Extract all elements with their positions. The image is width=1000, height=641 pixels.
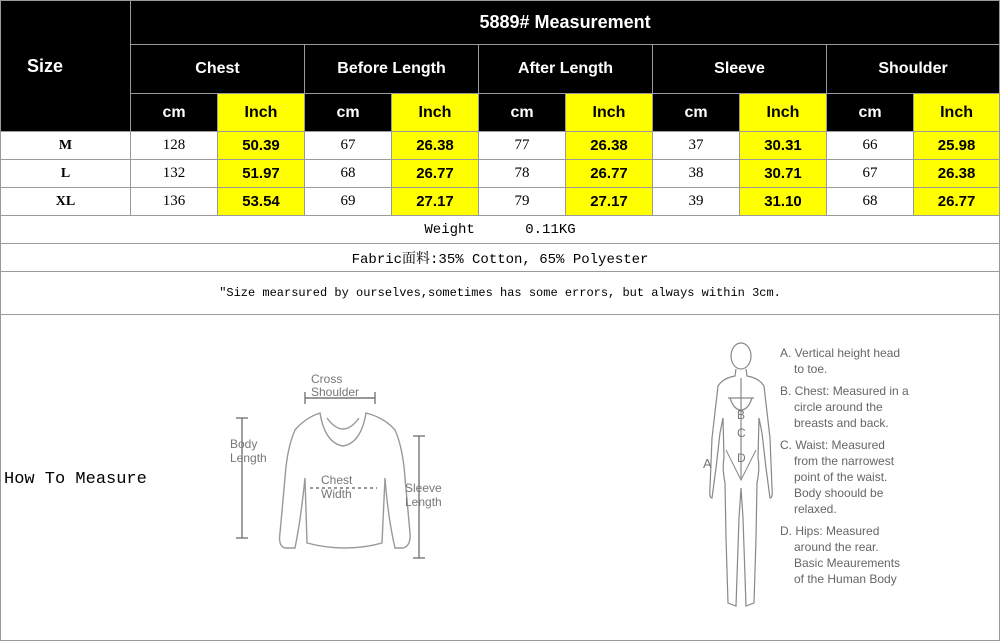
cell-cm: 38 [653, 160, 740, 188]
cell-inch: 51.97 [218, 160, 305, 188]
cell-inch: 26.77 [914, 188, 1000, 216]
cell-cm: 77 [479, 132, 566, 160]
cell-cm: 39 [653, 188, 740, 216]
unit-inch: Inch [392, 94, 479, 132]
letter-c: C [737, 426, 746, 440]
cell-cm: 128 [131, 132, 218, 160]
col-chest: Chest [131, 45, 305, 94]
unit-cm: cm [305, 94, 392, 132]
cell-cm: 78 [479, 160, 566, 188]
size-label: L [1, 160, 131, 188]
cell-inch: 53.54 [218, 188, 305, 216]
note-c-line1: C. Waist: Measured [780, 438, 885, 452]
cell-inch: 26.38 [566, 132, 653, 160]
letter-d: D [737, 451, 746, 465]
cell-cm: 66 [827, 132, 914, 160]
disclaimer-cell: "Size mearsured by ourselves,sometimes has some errors, but always within 3cm. [1, 272, 1000, 315]
weight-row [1, 216, 1000, 244]
cell-inch: 27.17 [566, 188, 653, 216]
letter-a: A [703, 456, 712, 471]
note-d-line4: of the Human Body [794, 572, 897, 586]
cell-inch: 30.31 [740, 132, 827, 160]
cell-cm: 132 [131, 160, 218, 188]
cell-cm: 69 [305, 188, 392, 216]
label-sleeve: Sleeve [405, 481, 442, 495]
note-d-line3: Basic Meaurements [794, 556, 901, 570]
col-before-length: Before Length [305, 45, 479, 94]
cell-cm: 67 [827, 160, 914, 188]
col-after-length: After Length [479, 45, 653, 94]
letter-b: B [737, 408, 746, 422]
table-title: 5889# Measurement [131, 1, 1000, 45]
cell-cm: 67 [305, 132, 392, 160]
note-b-line2: circle around the [794, 400, 883, 414]
cell-inch: 26.77 [392, 160, 479, 188]
cell-cm: 68 [827, 188, 914, 216]
note-a-line1: A. Vertical height head [780, 346, 901, 360]
label-sleeve-length: Length [405, 495, 442, 509]
cell-cm: 79 [479, 188, 566, 216]
body-measure-diagram [690, 338, 780, 620]
table-row [1, 188, 1000, 216]
unit-cm: cm [479, 94, 566, 132]
size-header: Size [1, 1, 131, 132]
cell-inch: 27.17 [392, 188, 479, 216]
label-shoulder: Shoulder [311, 385, 360, 399]
unit-cm: cm [131, 94, 218, 132]
cell-inch: 26.38 [914, 160, 1000, 188]
unit-row [1, 94, 1000, 132]
table-row [1, 160, 1000, 188]
cell-inch: 30.71 [740, 160, 827, 188]
cell-cm: 136 [131, 188, 218, 216]
body-notes [780, 345, 930, 593]
label-width: Width [321, 487, 352, 501]
cell-inch: 26.77 [566, 160, 653, 188]
note-b-line3: breasts and back. [794, 416, 889, 430]
unit-cm: cm [653, 94, 740, 132]
weight-label: Weight [424, 221, 475, 238]
label-body-length: Length [230, 451, 267, 465]
cell-inch: 25.98 [914, 132, 1000, 160]
column-header-row [1, 45, 1000, 94]
col-sleeve: Sleeve [653, 45, 827, 94]
cell-cm: 68 [305, 160, 392, 188]
note-c-line3: point of the waist. [794, 470, 888, 484]
unit-inch: Inch [566, 94, 653, 132]
how-to-measure-label: How To Measure [4, 470, 147, 489]
disclaimer-row [1, 272, 1000, 315]
label-chest: Chest [321, 473, 353, 487]
unit-inch: Inch [914, 94, 1000, 132]
cell-inch: 50.39 [218, 132, 305, 160]
size-label: XL [1, 188, 131, 216]
note-a-line2: to toe. [794, 362, 828, 376]
col-shoulder: Shoulder [827, 45, 1000, 94]
garment-neckline [327, 418, 359, 429]
size-label: M [1, 132, 131, 160]
fabric-cell: Fabric面料:35% Cotton, 65% Polyester [1, 244, 1000, 272]
note-c-line4: Body shoould be [794, 486, 884, 500]
label-cross: Cross [311, 372, 343, 386]
note-c-line5: relaxed. [794, 502, 837, 516]
weight-cell [1, 216, 1000, 244]
note-c-line2: from the narrowest [794, 454, 895, 468]
unit-inch: Inch [740, 94, 827, 132]
unit-inch: Inch [218, 94, 305, 132]
label-body: Body [230, 437, 258, 451]
cell-cm: 37 [653, 132, 740, 160]
table-row [1, 132, 1000, 160]
unit-cm: cm [827, 94, 914, 132]
cell-inch: 31.10 [740, 188, 827, 216]
note-d-line2: around the rear. [794, 540, 879, 554]
garment-measure-diagram [225, 368, 465, 568]
cell-inch: 26.38 [392, 132, 479, 160]
fabric-row [1, 244, 1000, 272]
weight-value: 0.11KG [525, 221, 576, 238]
note-b-line1: B. Chest: Measured in a [780, 384, 909, 398]
note-d-line1: D. Hips: Measured [780, 524, 880, 538]
